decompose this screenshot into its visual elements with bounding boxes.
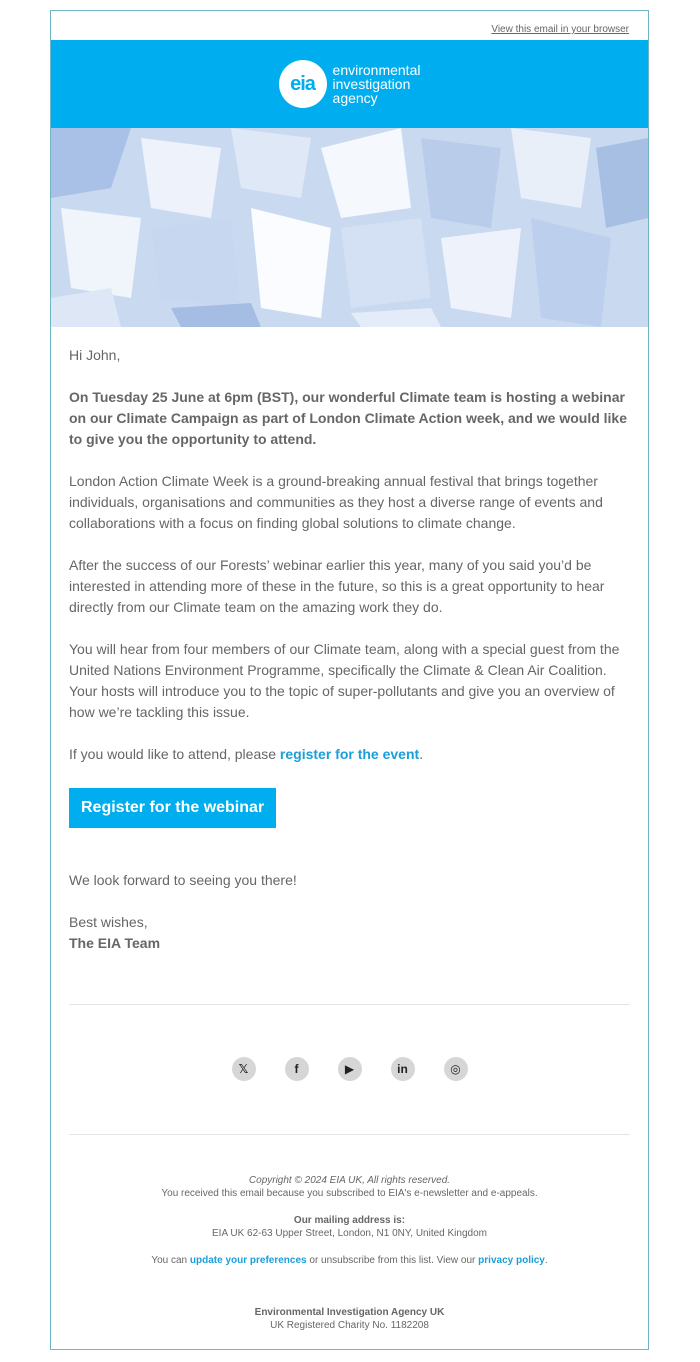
youtube-icon[interactable]: ▶ [338,1057,362,1081]
attend-suffix: . [419,746,424,762]
instagram-icon[interactable]: ◎ [444,1057,468,1081]
greeting: Hi John, [69,347,121,363]
lead-paragraph: On Tuesday 25 June at 6pm (BST), our wonderful Climate team is hosting a webinar on our Climate Campaign as part of London Climate Action week, and we would like to give you the opportunity to attend. [69,389,627,447]
register-event-link[interactable]: register for the event [279,746,420,762]
paragraph-3: You will hear from four members of our Climate team, along with a special guest from the United Nations Environment Programme, specifically the Climate & Clean Air Coalition. Your hosts will introduce you to the topic of super-pollutants and give you an overview of how we’re tackling this issue. [69,641,620,720]
copyright: Copyright © 2024 EIA UK, All rights reserved. [248,1175,451,1186]
preheader-bar [51,11,648,40]
paragraph-1: London Action Climate Week is a ground-breaking annual festival that brings together individuals, organisations and communities as they host a diverse range of events and collaborations with a focus on finding global solutions to climate change. [69,473,603,531]
facebook-icon[interactable]: f [285,1057,309,1081]
logo-line-2: investigation [332,76,411,92]
charity-number: UK Registered Charity No. 1182208 [270,1320,429,1331]
subscription-note: You received this email because you subscribed to EIA's e-newsletter and e-appeals. [161,1188,538,1199]
prefs-suffix: . [544,1255,548,1266]
view-in-browser-link[interactable]: View this email in your browser [491,24,629,35]
x-icon[interactable]: 𝕏 [232,1057,256,1081]
eia-logo-mark: eia [279,60,327,108]
privacy-policy-link[interactable]: privacy policy [478,1255,545,1266]
signoff: Best wishes, [69,914,148,930]
org-name: Environmental Investigation Agency UK [254,1307,445,1318]
email-footer [51,1135,648,1332]
register-webinar-button[interactable]: Register for the webinar [69,788,276,828]
social-links [51,1005,648,1134]
attend-prefix: If you would like to attend, please [69,746,280,762]
mailing-address: EIA UK 62-63 Upper Street, London, N1 0NY, United Kingdom [212,1228,487,1239]
eia-logo-text [333,63,421,105]
email-container [50,10,649,1350]
logo-line-1: environmental [332,62,421,78]
prefs-prefix: You can [151,1255,190,1266]
update-preferences-link[interactable]: update your preferences [189,1255,307,1266]
prefs-middle: or unsubscribe from this list. View our [306,1255,479,1266]
paragraph-2: After the success of our Forests’ webinar earlier this year, many of you said you’d be interested in attending more of these in the future, so this is a great opportunity to hear directly from our Climate team on the amazing work they do. [69,557,605,615]
signoff-block [69,912,630,954]
mailing-label: Our mailing address is: [293,1215,406,1226]
closing-line: We look forward to seeing you there! [69,872,297,888]
email-body [51,327,648,954]
linkedin-icon[interactable]: in [391,1057,415,1081]
attend-paragraph [69,744,630,765]
email-header [51,40,648,128]
logo-line-3: agency [332,90,378,106]
signoff-name: The EIA Team [69,935,161,951]
hero-ice-image [51,128,648,327]
